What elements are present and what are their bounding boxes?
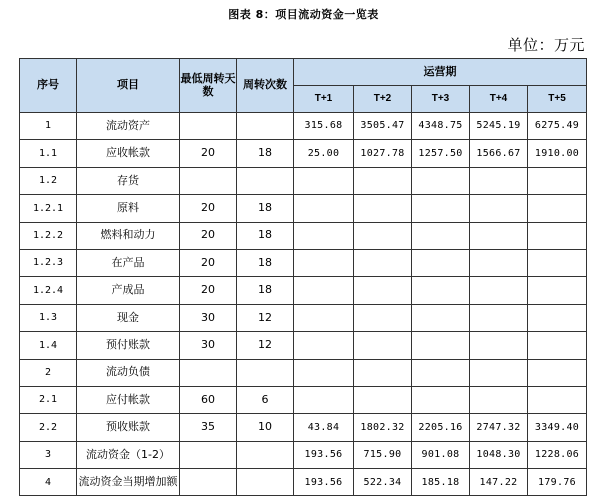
- table-title: 图表 8：项目流动资金一览表: [228, 8, 379, 21]
- value-cell: 193.56: [294, 441, 354, 468]
- item-cell: 流动负债: [77, 359, 180, 386]
- turnover-cell: 18: [237, 140, 294, 167]
- value-cell: [412, 277, 470, 304]
- value-cell: [470, 249, 528, 276]
- value-cell: [294, 386, 354, 413]
- seq-cell: 3: [20, 441, 77, 468]
- header-item: 项目: [77, 59, 180, 113]
- seq-cell: 1.2.3: [20, 249, 77, 276]
- value-cell: 179.76: [528, 469, 587, 496]
- value-cell: 1802.32: [354, 414, 412, 441]
- table-row: [20, 469, 587, 496]
- header-turnover: 周转次数: [237, 59, 294, 113]
- value-cell: 2205.16: [412, 414, 470, 441]
- table-row: [20, 195, 587, 222]
- item-cell: 应收帐款: [77, 140, 180, 167]
- value-cell: [528, 332, 587, 359]
- value-cell: [528, 359, 587, 386]
- value-cell: [528, 222, 587, 249]
- value-cell: 4348.75: [412, 113, 470, 140]
- table-row: [20, 414, 587, 441]
- value-cell: [528, 304, 587, 331]
- value-cell: [470, 359, 528, 386]
- min-days-cell: 20: [180, 249, 237, 276]
- value-cell: [412, 249, 470, 276]
- value-cell: [470, 222, 528, 249]
- value-cell: [294, 167, 354, 194]
- min-days-cell: 20: [180, 195, 237, 222]
- value-cell: 2747.32: [470, 414, 528, 441]
- value-cell: [294, 332, 354, 359]
- value-cell: 25.00: [294, 140, 354, 167]
- value-cell: 6275.49: [528, 113, 587, 140]
- turnover-cell: [237, 113, 294, 140]
- value-cell: [412, 304, 470, 331]
- value-cell: [412, 332, 470, 359]
- value-cell: [470, 386, 528, 413]
- value-cell: [412, 222, 470, 249]
- min-days-cell: [180, 113, 237, 140]
- value-cell: [354, 167, 412, 194]
- value-cell: [528, 277, 587, 304]
- min-days-cell: [180, 167, 237, 194]
- table-row: [20, 249, 587, 276]
- item-cell: 产成品: [77, 277, 180, 304]
- seq-cell: 4: [20, 469, 77, 496]
- value-cell: [294, 359, 354, 386]
- value-cell: [354, 222, 412, 249]
- turnover-cell: 18: [237, 222, 294, 249]
- turnover-cell: [237, 359, 294, 386]
- turnover-cell: 6: [237, 386, 294, 413]
- value-cell: 522.34: [354, 469, 412, 496]
- value-cell: [412, 386, 470, 413]
- item-cell: 流动资金（1-2）: [77, 441, 180, 468]
- value-cell: [294, 277, 354, 304]
- value-cell: 5245.19: [470, 113, 528, 140]
- value-cell: [528, 167, 587, 194]
- value-cell: [354, 249, 412, 276]
- item-cell: 预付账款: [77, 332, 180, 359]
- min-days-cell: 20: [180, 140, 237, 167]
- min-days-cell: [180, 441, 237, 468]
- value-cell: 1228.06: [528, 441, 587, 468]
- min-days-cell: 60: [180, 386, 237, 413]
- value-cell: [412, 195, 470, 222]
- value-cell: [528, 249, 587, 276]
- value-cell: 1048.30: [470, 441, 528, 468]
- value-cell: [354, 195, 412, 222]
- seq-cell: 1.4: [20, 332, 77, 359]
- seq-cell: 1.2.1: [20, 195, 77, 222]
- seq-cell: 2.2: [20, 414, 77, 441]
- value-cell: 715.90: [354, 441, 412, 468]
- table-row: [20, 140, 587, 167]
- value-cell: 147.22: [470, 469, 528, 496]
- value-cell: [470, 195, 528, 222]
- value-cell: [294, 195, 354, 222]
- value-cell: [354, 304, 412, 331]
- item-cell: 在产品: [77, 249, 180, 276]
- seq-cell: 1.1: [20, 140, 77, 167]
- min-days-cell: 30: [180, 332, 237, 359]
- turnover-cell: [237, 167, 294, 194]
- value-cell: [470, 332, 528, 359]
- value-cell: [354, 277, 412, 304]
- item-cell: 流动资产: [77, 113, 180, 140]
- turnover-cell: 12: [237, 304, 294, 331]
- seq-cell: 2.1: [20, 386, 77, 413]
- header-seq: 序号: [20, 59, 77, 113]
- table-row: [20, 304, 587, 331]
- turnover-cell: 12: [237, 332, 294, 359]
- header-period-4: T+4: [470, 86, 528, 113]
- value-cell: 1027.78: [354, 140, 412, 167]
- value-cell: 193.56: [294, 469, 354, 496]
- value-cell: [412, 359, 470, 386]
- turnover-cell: [237, 469, 294, 496]
- min-days-cell: 35: [180, 414, 237, 441]
- item-cell: 原料: [77, 195, 180, 222]
- table-row: [20, 167, 587, 194]
- min-days-cell: 30: [180, 304, 237, 331]
- value-cell: 3505.47: [354, 113, 412, 140]
- item-cell: 存货: [77, 167, 180, 194]
- table-row: [20, 222, 587, 249]
- item-cell: 现金: [77, 304, 180, 331]
- value-cell: [412, 167, 470, 194]
- turnover-cell: 18: [237, 277, 294, 304]
- header-min-days: 最低周转天数: [180, 59, 237, 113]
- table-row: [20, 277, 587, 304]
- working-capital-table: [19, 58, 587, 496]
- value-cell: [294, 249, 354, 276]
- header-period-1: T+1: [294, 86, 354, 113]
- min-days-cell: [180, 469, 237, 496]
- seq-cell: 1.3: [20, 304, 77, 331]
- value-cell: [528, 386, 587, 413]
- turnover-cell: [237, 441, 294, 468]
- table-row: [20, 359, 587, 386]
- value-cell: [470, 304, 528, 331]
- item-cell: 流动资金当期增加额: [77, 469, 180, 496]
- value-cell: [470, 277, 528, 304]
- min-days-cell: [180, 359, 237, 386]
- item-cell: 燃料和动力: [77, 222, 180, 249]
- seq-cell: 1.2: [20, 167, 77, 194]
- seq-cell: 2: [20, 359, 77, 386]
- value-cell: 315.68: [294, 113, 354, 140]
- value-cell: [470, 167, 528, 194]
- value-cell: [294, 222, 354, 249]
- value-cell: 1257.50: [412, 140, 470, 167]
- item-cell: 预收账款: [77, 414, 180, 441]
- table-row: [20, 386, 587, 413]
- turnover-cell: 18: [237, 195, 294, 222]
- value-cell: [354, 332, 412, 359]
- unit-label: 单位：万元: [507, 36, 585, 54]
- value-cell: [354, 359, 412, 386]
- seq-cell: 1.2.2: [20, 222, 77, 249]
- header-operation-period: 运营期: [294, 59, 587, 86]
- table-row: [20, 113, 587, 140]
- value-cell: [354, 386, 412, 413]
- item-cell: 应付帐款: [77, 386, 180, 413]
- value-cell: 185.18: [412, 469, 470, 496]
- table-row: [20, 332, 587, 359]
- value-cell: 3349.40: [528, 414, 587, 441]
- turnover-cell: 18: [237, 249, 294, 276]
- min-days-cell: 20: [180, 277, 237, 304]
- value-cell: [528, 195, 587, 222]
- min-days-cell: 20: [180, 222, 237, 249]
- table-row: [20, 441, 587, 468]
- value-cell: 1910.00: [528, 140, 587, 167]
- header-period-3: T+3: [412, 86, 470, 113]
- turnover-cell: 10: [237, 414, 294, 441]
- value-cell: [294, 304, 354, 331]
- value-cell: 901.08: [412, 441, 470, 468]
- seq-cell: 1: [20, 113, 77, 140]
- value-cell: 43.84: [294, 414, 354, 441]
- value-cell: 1566.67: [470, 140, 528, 167]
- header-period-2: T+2: [354, 86, 412, 113]
- seq-cell: 1.2.4: [20, 277, 77, 304]
- header-period-5: T+5: [528, 86, 587, 113]
